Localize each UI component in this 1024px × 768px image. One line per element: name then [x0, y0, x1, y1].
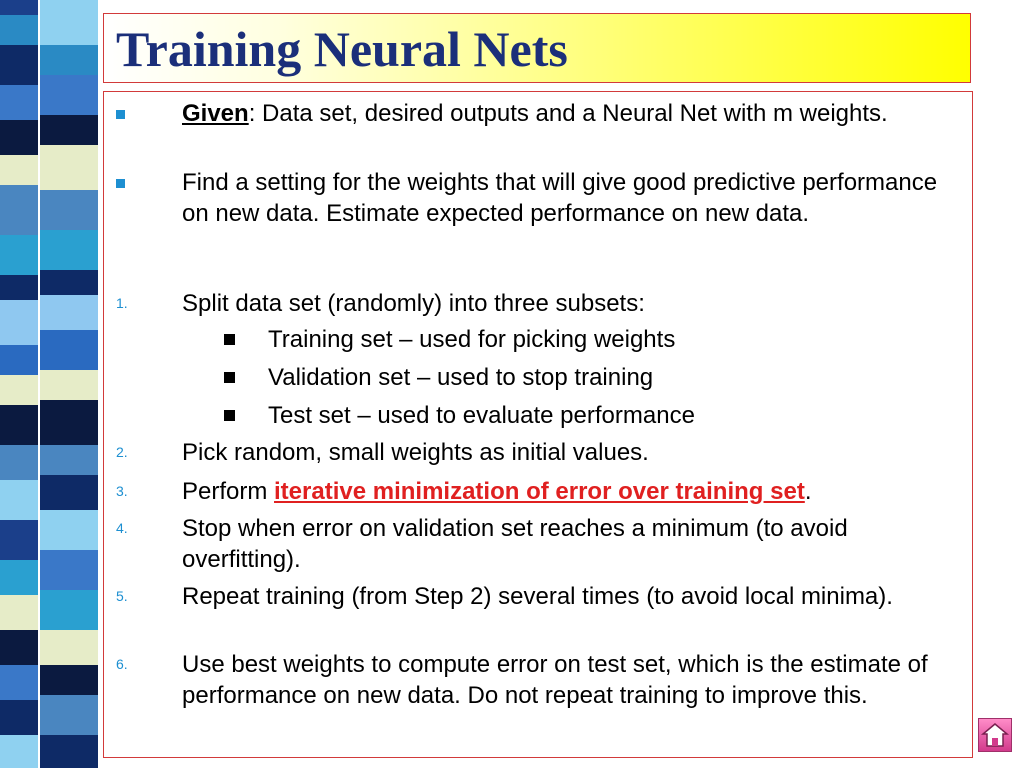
step-text: Repeat training (from Step 2) several times (to avoid local minima).: [182, 583, 893, 610]
square-bullet-icon: [224, 410, 235, 421]
slide-title: Training Neural Nets: [116, 21, 568, 77]
decorative-strip: [0, 0, 100, 768]
step-number: 5.: [116, 588, 128, 604]
subset-text: Test set – used to evaluate performance: [268, 402, 695, 429]
subset-text: Training set – used for picking weights: [268, 326, 676, 353]
square-bullet-icon: [224, 334, 235, 345]
strip-column-left: [0, 0, 38, 768]
bullet-text: Find a setting for the weights that will give good predictive performance on new data. Estimate expected performance on new data.: [182, 169, 938, 227]
step-number: 4.: [116, 520, 128, 536]
step-text: Pick random, small weights as initial values.: [182, 439, 649, 466]
title-box: [103, 13, 971, 83]
home-button[interactable]: [978, 718, 1012, 752]
highlight-text: iterative minimization of error over training set: [274, 478, 805, 505]
bullet-square-icon: [116, 110, 125, 119]
bullet-body: : Data set, desired outputs and a Neural Net with m weights.: [248, 100, 888, 127]
subset-text: Validation set – used to stop training: [268, 364, 654, 391]
step-number: 3.: [116, 483, 128, 499]
bullet-text: [182, 98, 952, 129]
content-box: [103, 91, 973, 758]
step-number: 2.: [116, 444, 128, 460]
step-text: Use best weights to compute error on test set, which is the estimate of performance on new data. Do not repeat training to improve this.: [182, 651, 928, 709]
given-label: Given: [182, 100, 249, 127]
step-text: Split data set (randomly) into three subsets:: [182, 290, 645, 317]
square-bullet-icon: [224, 372, 235, 383]
home-icon: [979, 719, 1011, 751]
step-text: [182, 476, 952, 507]
step-text-pre: Perform: [182, 478, 275, 505]
step-text: Stop when error on validation set reaches a minimum (to avoid overfitting).: [182, 515, 848, 573]
step-number: 1.: [116, 295, 128, 311]
bullet-square-icon: [116, 179, 125, 188]
step-number: 6.: [116, 656, 128, 672]
strip-column-right: [40, 0, 98, 768]
step-text-post: .: [804, 478, 812, 505]
